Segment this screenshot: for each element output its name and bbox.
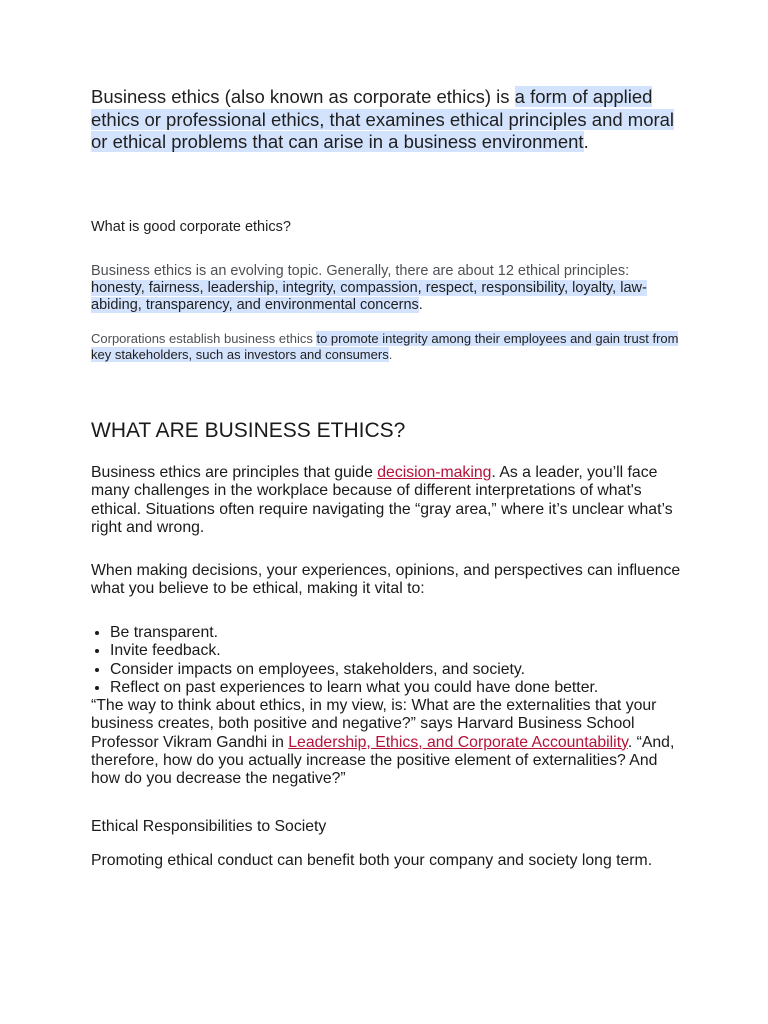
list-item: • Invite feedback. bbox=[110, 642, 700, 660]
quote-lead: “The way to think about ethics, in my view, is: What are the externalities that your business creates, both positive and negative?” says Harvard Business School Professor Vikram Gandhi in bbox=[91, 697, 657, 751]
subheading: Ethical Responsibilities to Society bbox=[91, 818, 327, 835]
principles-guide-tail: . As a leader, you’ll face many challenges in the workplace because of different interpretations of what's ethical. Situations often require navigating the “gray area,” where it’s unclear what’s right and wrong. bbox=[91, 464, 673, 536]
principles-guide-paragraph bbox=[91, 464, 681, 537]
guidance-list bbox=[91, 624, 700, 697]
intro-highlight: a form of applied ethics or professional ethics, that examines ethical principles and moral or ethical problems that can arise in a business environment bbox=[91, 86, 675, 153]
decisions-paragraph: When making decisions, your experiences, opinions, and perspectives can influence what you believe to be ethical, making it vital to: bbox=[91, 562, 681, 598]
question-text: What is good corporate ethics? bbox=[91, 219, 291, 235]
corporations-tail: . bbox=[388, 346, 393, 362]
quote-paragraph bbox=[91, 697, 681, 788]
leadership-ethics-link[interactable]: Leadership, Ethics, and Corporate Accountability bbox=[288, 733, 628, 751]
principles-tail: . bbox=[418, 297, 423, 313]
decision-making-link[interactable]: decision-making bbox=[377, 464, 492, 481]
list-item: • Reflect on past experiences to learn what you could have done better. bbox=[110, 679, 700, 697]
intro-tail: . bbox=[583, 131, 589, 153]
quote-tail: . “And, therefore, how do you actually increase the positive element of externalities? And how do you decrease the negative?” bbox=[91, 733, 675, 788]
section-heading: WHAT ARE BUSINESS ETHICS? bbox=[91, 419, 406, 442]
principles-paragraph bbox=[91, 263, 681, 314]
corporations-lead: Corporations establish business ethics bbox=[91, 331, 317, 346]
corporations-highlight: to promote integrity among their employees and gain trust from key stakeholders, such as investors and consumers bbox=[91, 331, 679, 362]
principles-lead: Business ethics is an evolving topic. Generally, there are about 12 ethical principles: bbox=[91, 263, 630, 279]
closing-paragraph: Promoting ethical conduct can benefit both your company and society long term. bbox=[91, 852, 653, 869]
intro-lead: Business ethics (also known as corporate ethics) is bbox=[91, 86, 515, 107]
corporations-paragraph bbox=[91, 331, 681, 362]
principles-guide-lead: Business ethics are principles that guide bbox=[91, 464, 378, 481]
intro-paragraph bbox=[91, 86, 681, 154]
list-item: • Consider impacts on employees, stakeholders, and society. bbox=[110, 661, 700, 679]
principles-highlight: honesty, fairness, leadership, integrity, compassion, respect, responsibility, loyalty, law-abiding, transparency, and environmental concerns bbox=[91, 280, 647, 313]
list-item: • Be transparent. bbox=[110, 624, 700, 642]
